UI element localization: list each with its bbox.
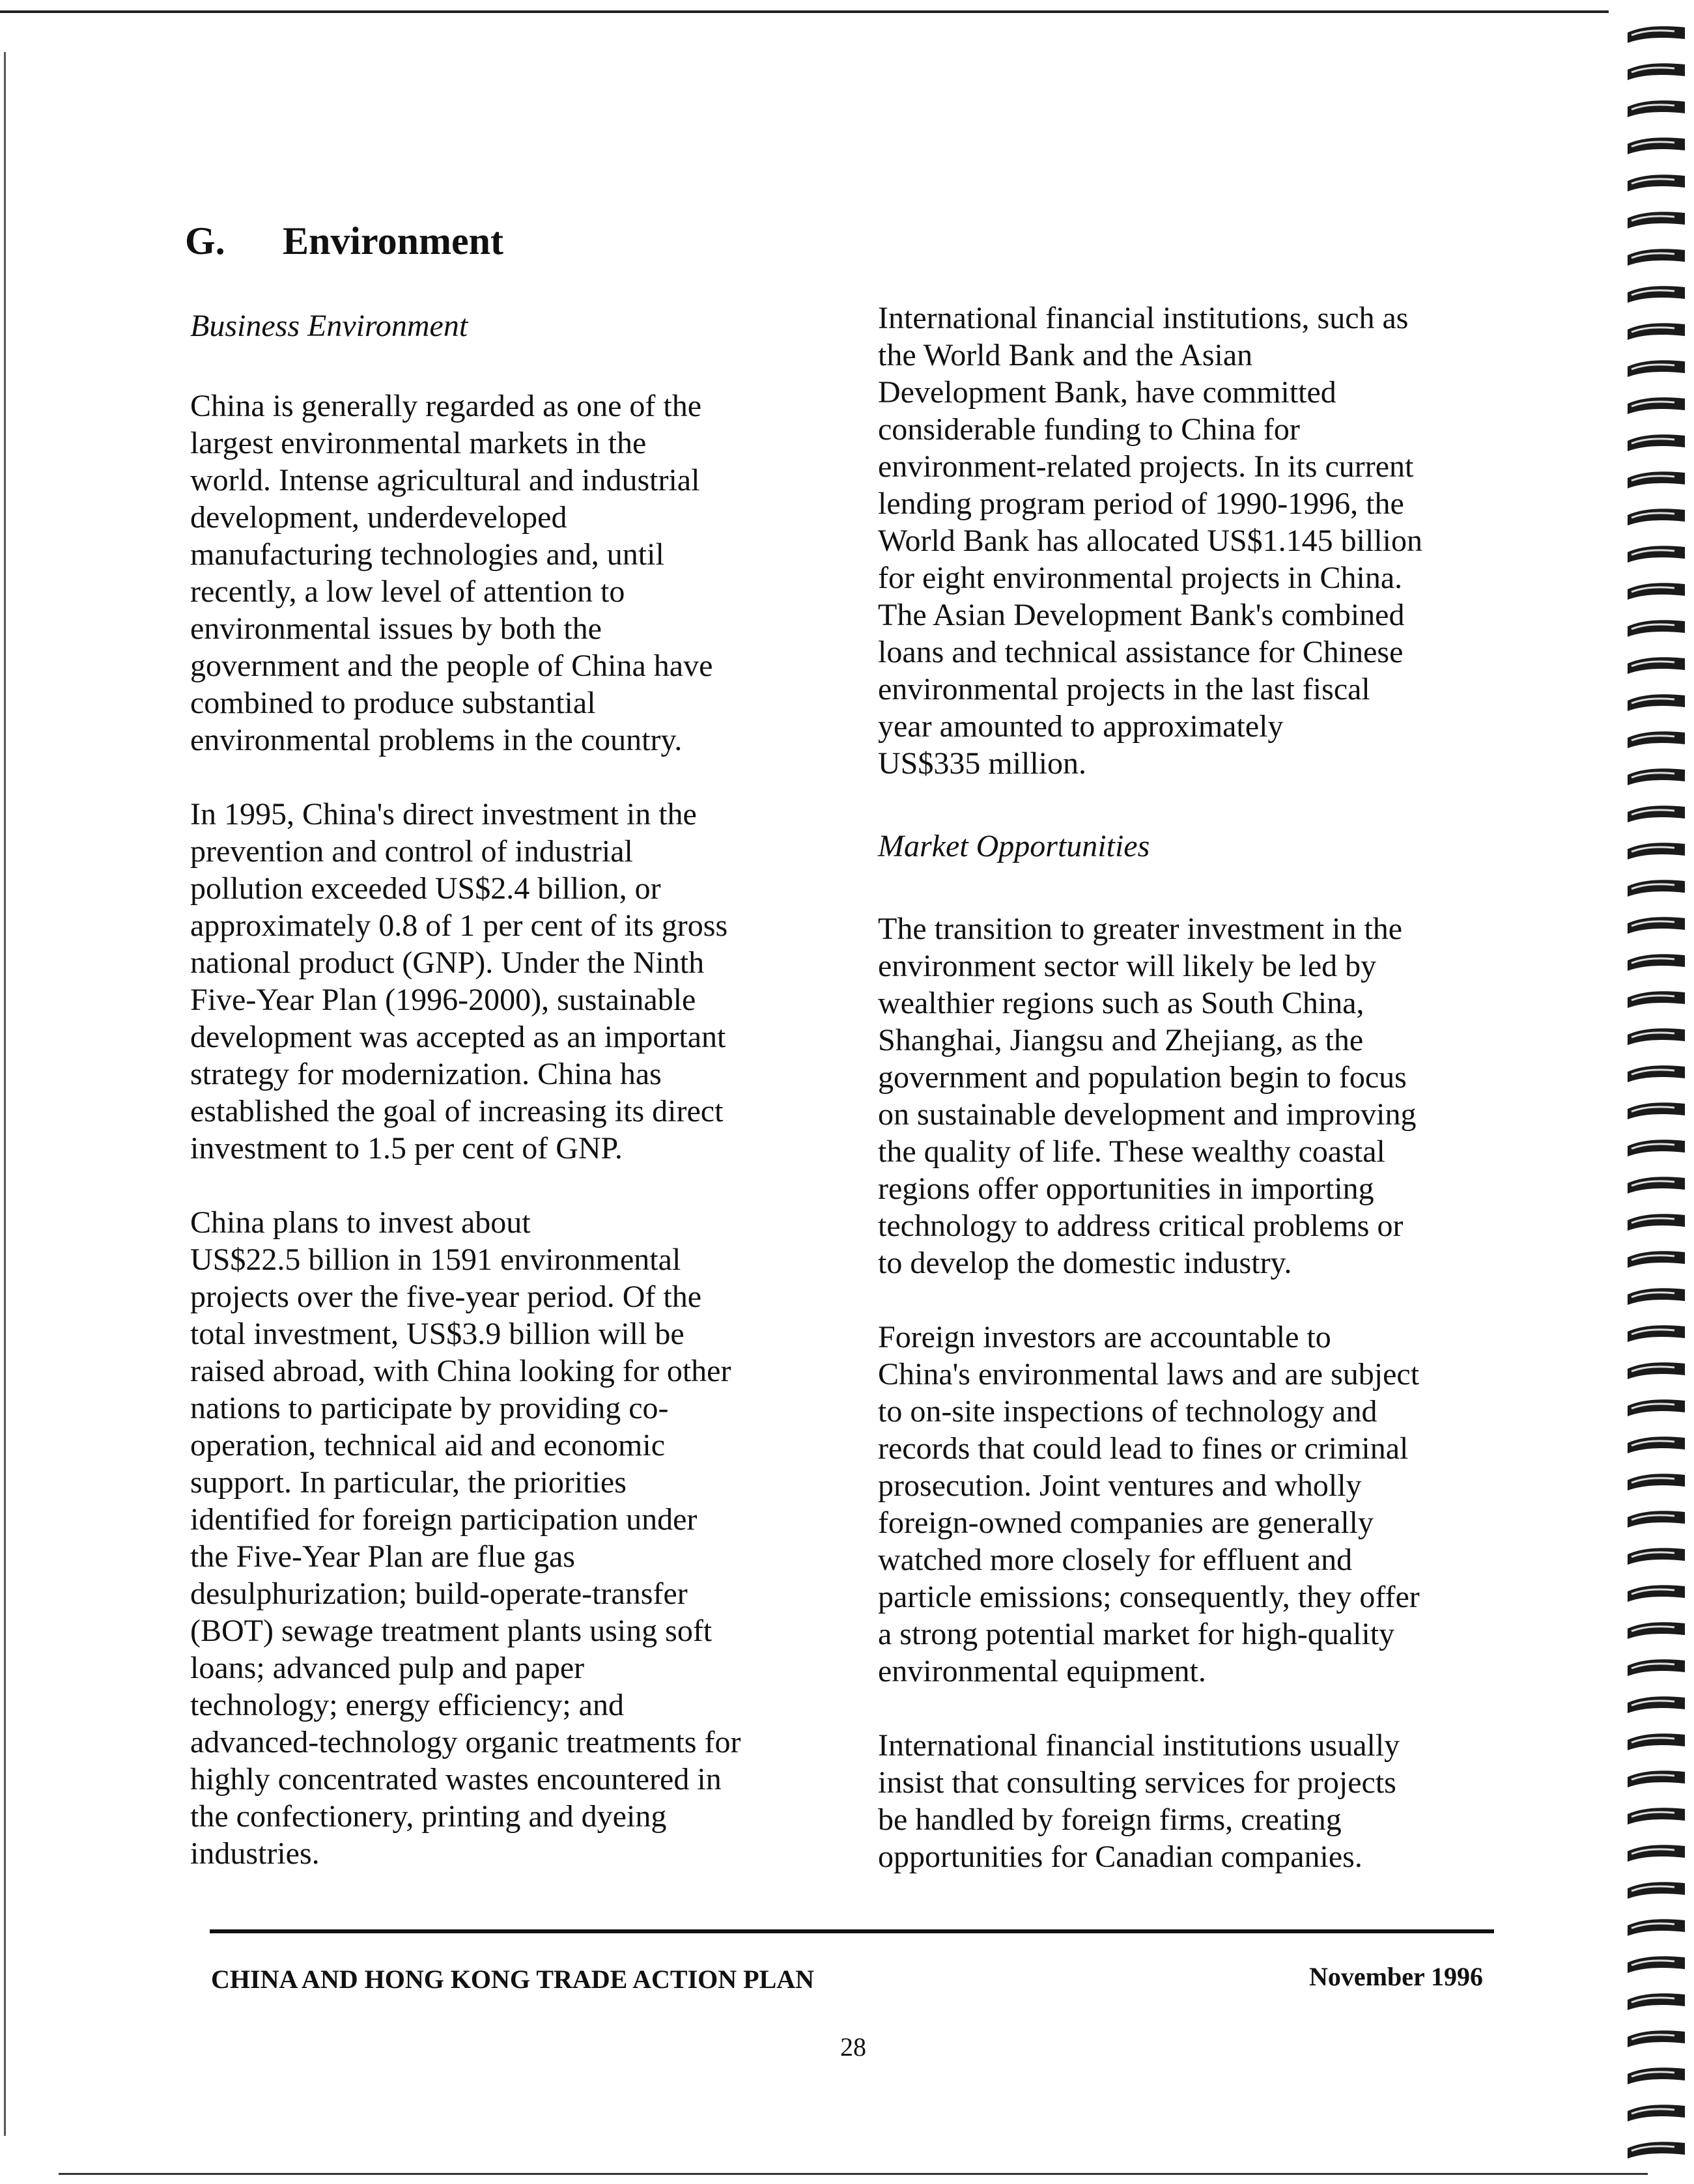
binding-coil (1628, 1288, 1685, 1305)
binding-coil (1628, 954, 1685, 971)
text-line: world. Intense agricultural and industrial (190, 463, 700, 497)
text-line: opportunities for Canadian companies. (878, 1840, 1362, 1874)
left-page-edge (4, 52, 6, 2136)
footer-date: November 1996 (1309, 1962, 1483, 1991)
binding-coil (1628, 731, 1685, 748)
top-edge-rule (0, 10, 1609, 13)
text-line: approximately 0.8 of 1 per cent of its gross (190, 908, 728, 943)
text-line: on sustainable development and improving (878, 1097, 1417, 1132)
page-number: 28 (840, 2032, 866, 2062)
text-line: manufacturing technologies and, until (190, 537, 664, 572)
binding-coil (1628, 1733, 1685, 1750)
binding-coil (1628, 397, 1685, 414)
binding-coil (1628, 620, 1685, 637)
binding-coil (1628, 991, 1685, 1008)
text-line: (BOT) sewage treatment plants using soft (190, 1614, 713, 1648)
text-line: China's environmental laws and are subject (878, 1357, 1420, 1392)
text-line: International financial institutions usually (878, 1728, 1400, 1763)
section-letter: G. (185, 219, 225, 262)
text-line: insist that consulting services for projects (878, 1765, 1396, 1800)
text-line: loans and technical assistance for Chinese (878, 635, 1404, 669)
binding-coil (1628, 1696, 1685, 1713)
text-line: to develop the domestic industry. (878, 1246, 1292, 1280)
binding-coil (1628, 26, 1685, 43)
text-line: investment to 1.5 per cent of GNP. (190, 1131, 623, 1166)
text-line: established the goal of increasing its direct (190, 1094, 724, 1128)
binding-coil (1628, 1808, 1685, 1825)
text-line: advanced-technology organic treatments for (190, 1725, 741, 1759)
text-line: The Asian Development Bank's combined (878, 598, 1405, 632)
text-line: development, underdeveloped (190, 500, 567, 535)
text-line: environment sector will likely be led by (878, 949, 1377, 983)
text-line: prosecution. Joint ventures and wholly (878, 1468, 1362, 1503)
binding-coil (1628, 1845, 1685, 1862)
paragraph-foreign-investors (878, 1319, 1529, 1690)
binding-coil (1628, 1362, 1685, 1379)
binding-coil (1628, 509, 1685, 525)
binding-coil (1628, 1622, 1685, 1639)
text-line: the confectionery, printing and dyeing (190, 1799, 667, 1834)
paragraph-market-overview (190, 387, 861, 759)
text-line: environment-related projects. In its current (878, 449, 1414, 484)
text-line: China plans to invest about (190, 1205, 531, 1240)
text-line: technology; energy efficiency; and (190, 1688, 624, 1722)
text-line: US$22.5 billion in 1591 environmental (190, 1242, 681, 1277)
binding-coil (1628, 471, 1685, 488)
paragraph-investment-1995 (190, 796, 861, 1167)
text-line: projects over the five-year period. Of the (190, 1280, 701, 1314)
text-line: technology to address critical problems or (878, 1209, 1404, 1243)
binding-coil (1628, 1993, 1685, 2010)
text-line: records that could lead to fines or criminal (878, 1431, 1409, 1466)
text-line: strategy for modernization. China has (190, 1057, 662, 1091)
paragraph-transition (878, 910, 1529, 1281)
text-line: environmental projects in the last fiscal (878, 672, 1370, 707)
binding-coil (1628, 1659, 1685, 1676)
section-heading (185, 219, 503, 264)
binding-coil (1628, 917, 1685, 934)
left-column (190, 307, 861, 1872)
bottom-edge-rule (59, 2173, 1648, 2175)
text-line: foreign-owned companies are generally (878, 1505, 1374, 1540)
binding-coil (1628, 175, 1685, 191)
binding-coil (1628, 1102, 1685, 1119)
binding-coil (1628, 1028, 1685, 1045)
binding-coil (1628, 1214, 1685, 1231)
text-line: Five-Year Plan (1996-2000), sustainable (190, 983, 696, 1017)
text-line: recently, a low level of attention to (190, 574, 625, 609)
binding-coil (1628, 1325, 1685, 1342)
text-line: International financial institutions, such as (878, 301, 1409, 335)
binding-coil (1628, 100, 1685, 117)
binding-coil (1628, 323, 1685, 340)
binding-coil (1628, 360, 1685, 377)
text-line: industries. (190, 1836, 320, 1871)
binding-coil (1628, 1771, 1685, 1787)
binding-coil (1628, 2030, 1685, 2047)
text-line: highly concentrated wastes encountered in (190, 1762, 722, 1797)
text-line: total investment, US$3.9 billion will be (190, 1317, 685, 1351)
binding-coil (1628, 2142, 1685, 2159)
text-line: support. In particular, the priorities (190, 1465, 627, 1500)
text-line: the Five-Year Plan are flue gas (190, 1539, 575, 1574)
binding-coil (1628, 1474, 1685, 1491)
text-line: largest environmental markets in the (190, 426, 647, 460)
binding-coil (1628, 694, 1685, 711)
text-line: the quality of life. These wealthy coastal (878, 1134, 1385, 1169)
binding-coil (1628, 2067, 1685, 2084)
market-opportunities-subheading: Market Opportunities (878, 829, 1150, 863)
binding-coil (1628, 1065, 1685, 1082)
binding-coil (1628, 2105, 1685, 2121)
paragraph-consulting-services (878, 1727, 1529, 1875)
binding-coil (1628, 249, 1685, 266)
text-line: regions offer opportunities in importing (878, 1171, 1374, 1206)
text-line: environmental problems in the country. (190, 723, 683, 757)
text-line: particle emissions; consequently, they offer (878, 1580, 1420, 1614)
text-line: government and population begin to focus (878, 1060, 1407, 1095)
text-line: environmental equipment. (878, 1654, 1206, 1688)
binding-coil (1628, 1882, 1685, 1899)
binding-coil (1628, 805, 1685, 822)
text-line: pollution exceeded US$2.4 billion, or (190, 871, 661, 906)
binding-coil (1628, 768, 1685, 785)
paragraph-financial-institutions (878, 300, 1529, 782)
footer-document-title: CHINA AND HONG KONG TRADE ACTION PLAN (211, 1965, 815, 1994)
binding-coil (1628, 843, 1685, 860)
text-line: loans; advanced pulp and paper (190, 1651, 585, 1685)
text-line: World Bank has allocated US$1.145 billion (878, 524, 1423, 558)
binding-coil (1628, 880, 1685, 897)
binding-coil (1628, 1251, 1685, 1268)
text-line: nations to participate by providing co- (190, 1391, 669, 1425)
text-line: considerable funding to China for (878, 412, 1300, 447)
text-line: operation, technical aid and economic (190, 1428, 666, 1463)
text-line: wealthier regions such as South China, (878, 986, 1364, 1020)
text-line: desulphurization; build-operate-transfer (190, 1576, 688, 1611)
text-line: development was accepted as an important (190, 1020, 726, 1054)
text-line: Shanghai, Jiangsu and Zhejiang, as the (878, 1023, 1364, 1057)
binding-coil (1628, 1956, 1685, 1973)
binding-coil (1628, 1140, 1685, 1156)
text-line: prevention and control of industrial (190, 834, 633, 869)
binding-coil (1628, 583, 1685, 600)
binding-coil (1628, 1399, 1685, 1416)
binding-coil (1628, 212, 1685, 229)
text-line: government and the people of China have (190, 649, 713, 683)
binding-coil (1628, 1585, 1685, 1602)
binding-coil (1628, 1436, 1685, 1453)
text-line: environmental issues by both the (190, 611, 602, 646)
binding-coil (1628, 1511, 1685, 1528)
text-line: In 1995, China's direct investment in the (190, 797, 697, 832)
right-column (878, 300, 1529, 1875)
binding-coil (1628, 1548, 1685, 1565)
binding-coil (1628, 434, 1685, 451)
text-line: raised abroad, with China looking for other (190, 1354, 731, 1388)
text-line: US$335 million. (878, 746, 1087, 781)
binding-coil (1628, 1919, 1685, 1936)
text-line: watched more closely for effluent and (878, 1543, 1353, 1577)
text-line: to on-site inspections of technology and (878, 1394, 1377, 1429)
text-line: national product (GNP). Under the Ninth (190, 945, 705, 980)
binding-coil (1628, 63, 1685, 80)
binding-coil (1628, 657, 1685, 674)
text-line: a strong potential market for high-quality (878, 1617, 1395, 1651)
business-environment-subheading: Business Environment (190, 309, 468, 343)
text-line: The transition to greater investment in the (878, 912, 1403, 946)
text-line: be handled by foreign firms, creating (878, 1802, 1342, 1837)
spiral-binding (1622, 0, 1694, 2184)
text-line: identified for foreign participation under (190, 1502, 698, 1537)
text-line: year amounted to approximately (878, 709, 1284, 744)
text-line: combined to produce substantial (190, 686, 596, 720)
paragraph-investment-plans (190, 1204, 861, 1872)
binding-coil (1628, 546, 1685, 563)
text-line: Development Bank, have committed (878, 375, 1336, 410)
binding-coil (1628, 286, 1685, 303)
text-line: China is generally regarded as one of the (190, 389, 702, 423)
text-line: the World Bank and the Asian (878, 338, 1253, 372)
text-line: for eight environmental projects in China. (878, 561, 1403, 595)
text-line: Foreign investors are accountable to (878, 1320, 1331, 1354)
text-line: lending program period of 1990-1996, the (878, 486, 1404, 521)
footer-rule (210, 1929, 1494, 1933)
section-title: Environment (283, 219, 503, 262)
binding-coil (1628, 1177, 1685, 1194)
binding-coil (1628, 137, 1685, 154)
